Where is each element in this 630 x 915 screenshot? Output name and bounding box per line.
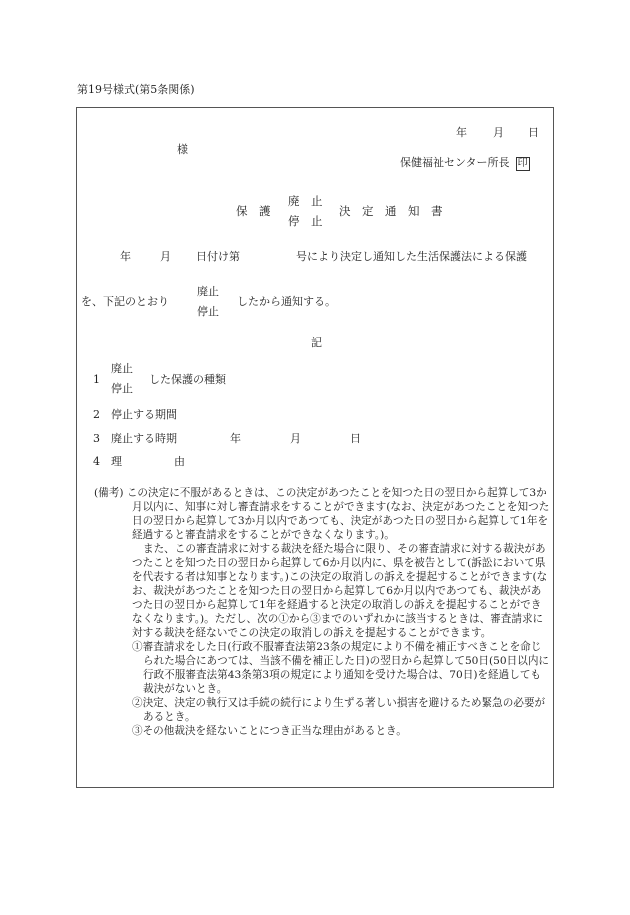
item-4-label-b: 由 [174, 455, 185, 468]
title-part2: 決 定 通 知 書 [339, 204, 443, 218]
ki-heading: 記 [311, 336, 322, 349]
title-option-stop: 停 止 [288, 214, 323, 228]
remarks-para-1-rest: 起算して3か月以内に、知事に対し審査請求をすることができます(なお、決定があつたことを知つた日の翌日から起算して3か月以内であつても、決定があつた日の翌日から起算して1年を経過すると審査請求をすることができなくなります。)。 [132, 487, 550, 541]
body-year: 年 [120, 250, 131, 263]
item-1-number: 1 [93, 373, 100, 386]
date-day-label: 日 [528, 126, 539, 139]
body-line2-start: を、下記のとおり [81, 295, 169, 308]
addressee-suffix: 様 [177, 143, 188, 156]
item-3-number: 3 [93, 432, 100, 445]
item-3-label: 廃止する時期 [111, 432, 177, 445]
remarks-block [94, 486, 550, 738]
remarks-label: (備考) [94, 487, 124, 499]
remarks-condition-2: ②決定、決定の執行又は手続の続行により生ずる著しい損害を避けるため緊急の必要があるとき。 [132, 697, 546, 723]
remarks-para-2: また、この審査請求に対する裁決を経た場合に限り、その審査請求に対する裁決があつたことを知つた日の翌日から起算して6か月以内に、県を被告として(訴訟において県を代表する者は知事となります。)この決定の取消しの訴えを提起することができます(なお、裁決があつたことを知つた日の翌日から起算して6か月以内であつても、裁決があつた日の翌日から起算して1年を経過すると決定の取消しの訴えを提起することができなくなります。)。ただし、次の①から③までのいずれかに該当するときは、審査請求に対する裁決を経ないでこの決定の取消しの訴えを提起することができます。 [132, 543, 548, 639]
body-line1-rest: 号により決定し通知した生活保護法による保護 [296, 250, 527, 263]
item-3-year: 年 [230, 432, 241, 445]
form-number: 第19号様式(第5条関係) [77, 83, 195, 96]
body-option-stop: 停止 [197, 305, 219, 318]
item-1-option-stop: 停止 [111, 382, 133, 395]
remarks-condition-1: ①審査請求をした日(行政不服審査法第23条の規定により不備を補正すべきことを命じられた場合にあつては、当該不備を補正した日)の翌日から起算して50日(50日以内に行政不服審査法第43条第3項の規定により通知を受けた場合は、70日)を経過しても裁決がないとき。 [132, 641, 550, 695]
body-option-abolish: 廃止 [197, 285, 219, 298]
seal-mark: 印 [517, 158, 528, 169]
remarks-condition-3: ③その他裁決を経ないことにつき正当な理由があるとき。 [132, 725, 407, 737]
item-1-option-abolish: 廃止 [111, 362, 133, 375]
remarks-para-1-first: この決定に不服があるときは、この決定があつたことを知つた日の翌日から [126, 487, 488, 499]
body-dated: 日付け第 [196, 250, 240, 263]
item-3-month: 月 [290, 432, 301, 445]
body-line2-end: したから通知する。 [237, 295, 336, 308]
remarks-para-1 [94, 486, 550, 542]
sender-name [400, 157, 530, 171]
title-option-abolish: 廃 止 [288, 194, 323, 208]
date-year-label: 年 [456, 126, 467, 139]
item-2-label: 停止する期間 [111, 408, 177, 421]
item-2-number: 2 [93, 408, 100, 421]
title-part1: 保 護 [236, 204, 271, 218]
item-1-label: した保護の種類 [149, 373, 226, 386]
sender-title: 保健福祉センター所長 [400, 156, 510, 169]
item-4-number: 4 [93, 455, 100, 468]
body-month: 月 [160, 250, 171, 263]
item-3-day: 日 [350, 432, 361, 445]
date-month-label: 月 [493, 126, 504, 139]
item-4-label-a: 理 [111, 455, 122, 468]
